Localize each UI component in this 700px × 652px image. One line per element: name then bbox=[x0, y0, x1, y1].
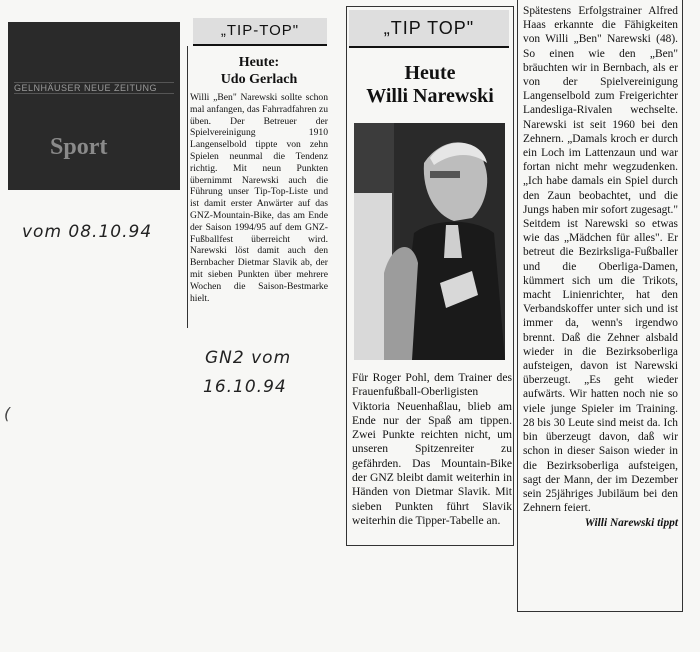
article-2-body-wrap bbox=[352, 371, 512, 528]
handwritten-date-note: vom 08.10.94 bbox=[22, 222, 153, 242]
headline-line-2: Udo Gerlach bbox=[220, 72, 298, 87]
article-body: Willi „Ben" Narewski sollte schon mal anfangen, das Fahrradfahren zu üben. Der Betreuer der Spielvereinigung 1910 Langenselbold tippte von zehn Spielen neunmal die Tendenz richtig. Mit neun Punkten übernimmt Narewski auch die Führung unser Tip-Top-Liste und ist damit erster Anwärter auf das GNZ-Mountain-Bike, das am Ende der Saison 1994/95 auf dem GNZ-Fußballfest überreicht wird. Narewski löst damit auch den Bernbacher Dietmar Slavik ab, der mit sieben Punkten über mehrere Wochen die Saison-Bestmarke hielt. bbox=[190, 92, 328, 304]
margin-mark: ( bbox=[4, 404, 12, 423]
article-body-2: Für Roger Pohl, dem Trainer des Frauenfußball-Oberligisten Viktoria Neuenhaßlau, blieb am Ende nur der Spaß am tippen. Zwei Punkte reichten nicht, um unseren Spitzenreiter zu gefährden. Das Mountain-Bike der GNZ bleibt damit weiterhin in Händen von Dietmar Slavik. Mit sieben Punkten führt Slavik weiterhin die Tipper-Tabelle an. bbox=[352, 371, 512, 527]
handwritten-source-note: GN2 vom bbox=[205, 348, 292, 368]
article-willi-narewski bbox=[350, 50, 510, 108]
article-headline bbox=[190, 54, 328, 88]
headline-2-line-1: Heute bbox=[404, 62, 456, 84]
article-udo-gerlach bbox=[190, 48, 328, 304]
article-signature: Willi Narewski tippt bbox=[584, 517, 678, 530]
tip-top-banner-2: „TIP TOP" bbox=[349, 10, 509, 48]
column-rule bbox=[187, 46, 188, 328]
tip-top-banner: „TIP-TOP" bbox=[193, 18, 327, 46]
article-body-3: Spätestens Erfolgstrainer Alfred Haas erkannte die Fähigkeiten von Willi „Ben" Narewski (48). So einen wie den „Ben" bräuchten wir in Bernbach, als er von der Spielvereinigung Langenselbold zum Freigerichter Landesliga-Rivalen wechselte. Narewski ist seit 1960 bei den Zehnern. „Damals kroch er durch ein Loch im Lattenzaun und war fortan nicht mehr wegzudenken. „Ich habe damals ein Spiel durch den Zaun beobachtet, und die Jungs haben mir sofort zugesagt." Seitdem ist Narewski so etwas wie das „Mädchen für alles". Er betreut die Bezirksliga-Fußballer und die Oberliga-Damen, kümmert sich um die Trikots, macht Linienrichter, hat den Verbandskoffer unter sich und ist immer da, wenn's irgendwo brennt. Daß die Zehner alsbald wieder in die Bezirksoberliga aufsteigen, davon ist Narewski überzeugt. „Es geht wieder aufwärts. Wir hatten noch nie so viele junge Spieler im Training. 28 bis 30 Leute sind meist da. Ich bin überzeugt davon, daß wir schon in dieser Saison wieder in die Bezirksoberliga aufsteigen, sagt der Mann, der im Dezember sein 25jähriges Jubiläum bei den Zehnern feiert. bbox=[523, 5, 678, 515]
newspaper-masthead: GELNHÄUSER NEUE ZEITUNG bbox=[14, 82, 174, 94]
article-headline-2 bbox=[350, 62, 510, 108]
headline-2-line-2: Willi Narewski bbox=[366, 85, 494, 107]
sport-section-header bbox=[8, 22, 180, 190]
portrait-photo bbox=[354, 123, 505, 360]
portrait-photo-graphic bbox=[354, 123, 505, 360]
handwritten-date-note-2: 16.10.94 bbox=[203, 377, 287, 397]
sport-label: Sport bbox=[50, 134, 108, 160]
headline-line-1: Heute: bbox=[238, 55, 280, 70]
article-continuation bbox=[523, 4, 678, 529]
